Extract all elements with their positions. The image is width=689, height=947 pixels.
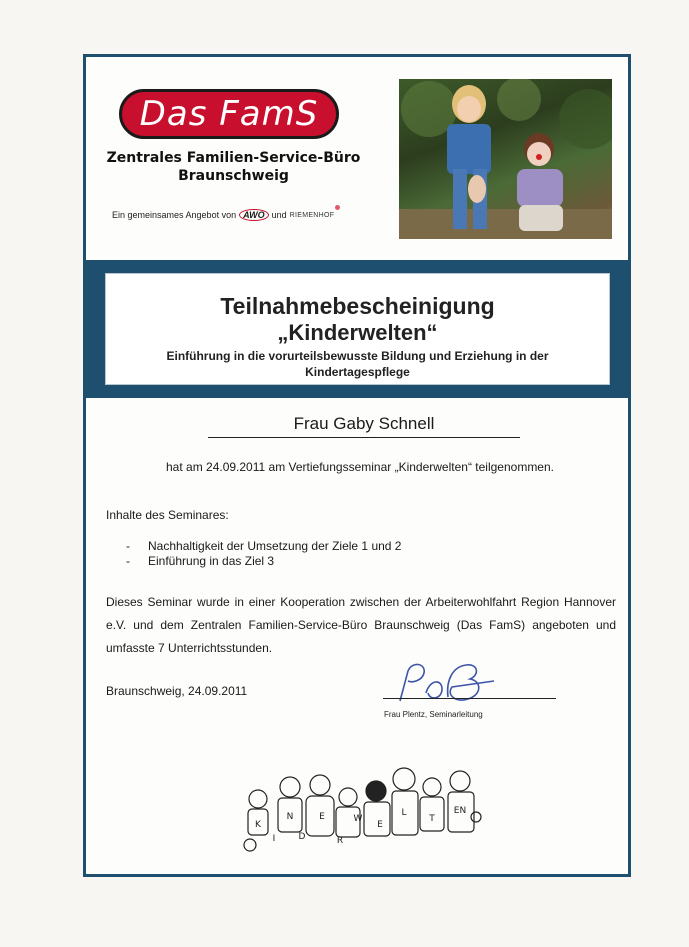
seminar-description: Einführung in die vorurteilsbewusste Bildung und Erziehung in der Kindertagespflege xyxy=(166,349,549,379)
certificate-title: Teilnahmebescheinigung xyxy=(220,293,495,319)
artwork-letter: D xyxy=(298,832,306,842)
artwork-letter: W xyxy=(353,814,363,824)
partner-prefix: Ein gemeinsames Angebot von xyxy=(112,210,237,220)
handwritten-signature xyxy=(386,657,506,707)
certificate-frame xyxy=(83,54,631,877)
artwork-letter: L xyxy=(401,808,407,818)
riemenhof-dot-icon xyxy=(335,205,340,210)
artwork-letter: N xyxy=(286,812,294,822)
title-box xyxy=(105,273,610,385)
contents-heading: Inhalte des Seminares: xyxy=(106,508,229,522)
title-band xyxy=(86,260,628,398)
seminar-title: „Kinderwelten“ xyxy=(277,320,438,345)
list-item xyxy=(126,539,401,554)
children-photo-illustration xyxy=(399,79,612,239)
signature-caption: Frau Plentz, Seminarleitung xyxy=(384,710,483,719)
signature-line xyxy=(383,698,556,699)
fams-logo xyxy=(119,89,339,139)
contents-list xyxy=(126,539,401,569)
artwork-letter: I xyxy=(272,834,276,844)
cooperation-statement: Dieses Seminar wurde in einer Kooperation zwischen der Arbeiterwohlfahrt Region Hannover e.V. und dem Zentralen Familien-Service-Büro Braunschweig (Das FamS) angeboten und umfasste 7 Unterrichtsstunden. xyxy=(106,595,616,655)
place-date: Braunschweig, 24.09.2011 xyxy=(106,684,248,698)
artwork-letter: R xyxy=(336,836,344,846)
children-photo xyxy=(399,79,612,239)
list-dash: - xyxy=(126,554,130,568)
list-item-text: Nachhaltigkeit der Umsetzung der Ziele 1 und 2 xyxy=(148,539,402,553)
riemenhof-logo xyxy=(290,212,335,219)
organization-line2: Braunschweig xyxy=(178,168,289,184)
recipient-name: Frau Gaby Schnell xyxy=(208,414,520,438)
organization-line1: Zentrales Familien-Service-Büro xyxy=(106,150,361,166)
riemenhof-text: RIEMENHOF xyxy=(289,211,335,219)
artwork-letter: E xyxy=(319,812,325,822)
partner-line xyxy=(112,209,334,221)
logo-text: Das FamS xyxy=(139,94,319,134)
participation-statement: hat am 24.09.2011 am Vertiefungsseminar „Kinderwelten“ teilgenommen. xyxy=(166,460,554,474)
partner-und: und xyxy=(271,210,287,220)
list-dash: - xyxy=(126,539,130,553)
kinderwelten-drawing xyxy=(240,757,482,855)
certificate-header xyxy=(86,57,628,260)
awo-logo: AWO xyxy=(239,209,269,221)
artwork-letter: EN xyxy=(453,806,467,816)
artwork-letter: K xyxy=(255,820,261,830)
list-item xyxy=(126,554,401,569)
list-item-text: Einführung in das Ziel 3 xyxy=(148,554,275,568)
organization-name xyxy=(106,149,361,185)
artwork-letter: T xyxy=(429,814,435,824)
artwork-letter: E xyxy=(377,820,383,830)
